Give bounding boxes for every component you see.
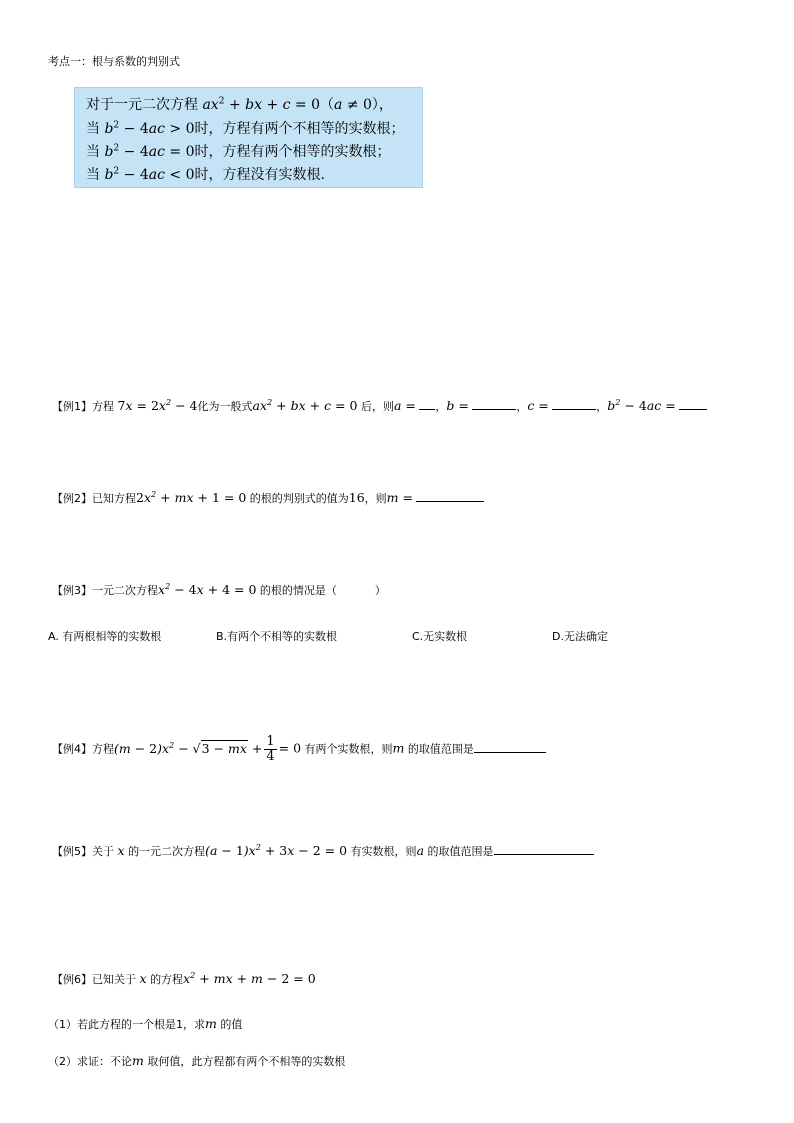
answer-blank-m[interactable] <box>416 489 484 502</box>
ex3-equation: $x^2 - 4x + 4 = 0$ <box>158 580 257 597</box>
answer-blank-a-range[interactable] <box>494 842 594 855</box>
ex1-equation: $7x = 2x^2 - 4$ <box>117 396 198 413</box>
example-1: 【例1】方程 $7x = 2x^2 - 4$化为一般式$ax^2$ + bx + c = 0 后，则a = ，b = ，c = ，$b^2 - 4ac$ = <box>52 397 707 414</box>
ex1-general-form: $ax^2$ + bx + c = 0 <box>252 396 358 413</box>
option-b[interactable]: B.有两个不相等的实数根 <box>216 630 338 643</box>
ex5-equation: $(a - 1)x^2 + 3x - 2 = 0$ <box>205 841 348 858</box>
example-6: 【例6】已知关于 x 的方程$x^2$ + mx + m − 2 = 0 <box>52 969 316 986</box>
example-6-question-2: （2）求证：不论m 取何值，此方程都有两个不相等的实数根 <box>48 1053 346 1068</box>
example-5: 【例5】关于 x 的一元二次方程$(a - 1)x^2 + 3x - 2 = 0$ 有实数根，则a 的取值范围是 <box>52 842 594 859</box>
option-d[interactable]: D.无法确定 <box>552 630 608 643</box>
option-a[interactable]: A. 有两根相等的实数根 <box>48 630 162 643</box>
example-2: 【例2】已知方程$2x^2$ + mx + 1 = 0 的根的判别式的值为16，则m = <box>52 489 484 506</box>
rule-line-3: 当 $b^2 - 4ac = 0$时，方程有两个相等的实数根； <box>86 143 391 160</box>
rule-line-2: 当 $b^2 - 4ac > 0$时，方程有两个不相等的实数根； <box>86 120 405 137</box>
option-c[interactable]: C.无实数根 <box>412 630 468 643</box>
answer-blank-m-range[interactable] <box>474 740 546 753</box>
example-3: 【例3】一元二次方程$x^2 - 4x + 4 = 0$ 的根的情况是（ ） <box>52 580 386 597</box>
ex6-equation: $x^2$ + mx + m − 2 = 0 <box>183 969 316 986</box>
answer-blank-b[interactable] <box>472 397 516 410</box>
section-heading: 考点一：根与系数的判别式 <box>48 55 180 68</box>
discriminant-rule-box <box>74 87 423 188</box>
answer-blank-discriminant[interactable] <box>679 397 707 410</box>
ex2-equation: $2x^2$ + mx + 1 = 0 <box>136 488 247 505</box>
ex4-equation: $(m - 2)x^2 - √3$ − mx + <box>114 739 263 756</box>
example-6-question-1: （1）若此方程的一个根是1，求m 的值 <box>48 1016 243 1031</box>
rule-line-4: 当 $b^2 - 4ac < 0$时，方程没有实数根. <box>86 166 325 183</box>
example-4: 【例4】方程$(m - 2)x^2 - √3$ − mx + $\frac{1}{4}$ = 0 有两个实数根，则m 的取值范围是 <box>52 735 546 764</box>
one-quarter-fraction: $\frac{1}{4}$ <box>266 734 275 764</box>
answer-blank-c[interactable] <box>552 397 596 410</box>
answer-blank-a[interactable] <box>419 397 435 410</box>
rule-line-1: 对于一元二次方程 $ax^2$ + bx + c = 0（a ≠ 0）， <box>86 96 393 113</box>
